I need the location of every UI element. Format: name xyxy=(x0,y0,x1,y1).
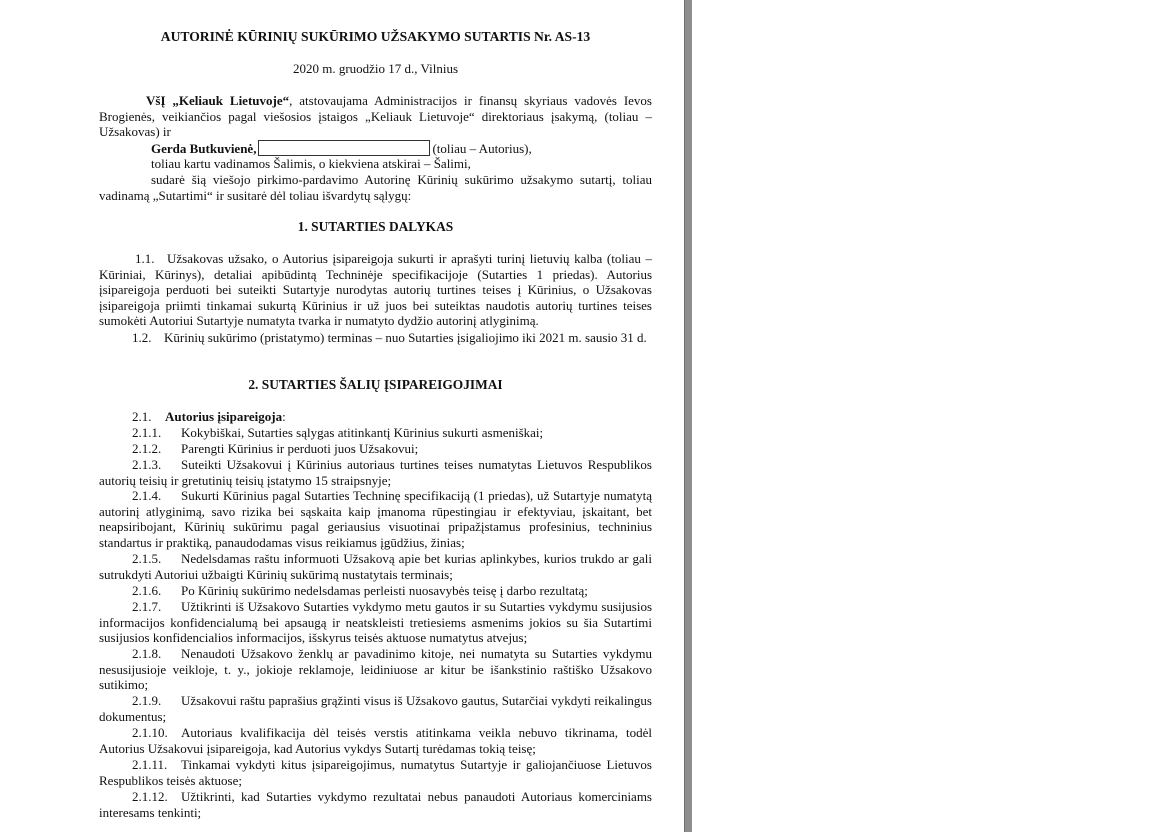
clause-2-1-6 xyxy=(99,583,652,599)
clause-number: 2.1.4. xyxy=(132,488,162,503)
document-title: AUTORINĖ KŪRINIŲ SUKŪRIMO UŽSAKYMO SUTARTIS Nr. AS-13 xyxy=(160,29,591,44)
clause-2-1-4 xyxy=(99,488,652,550)
page-edge-shadow xyxy=(684,0,692,832)
clause-2-1-5 xyxy=(99,551,652,582)
clause-2-1-8 xyxy=(99,646,652,693)
clause-text: Užsakovas užsako, o Autorius įsipareigoja sukurti ir aprašyti turinį lietuvių kalba (toliau – Kūriniai, Kūrinys), detaliai apibūdintą Techninėje specifikacijoje (Sutarties 1 priedas). Autorius įsipareigoja perduoti bei suteikti Sutartyje nurodytas autorių turtines teises į Kūrinius, o Užsakovas įsipareigoja priimti tinkamai sukurtą Kūrinius ir už juos bei suteiktas naudotis autorių turtines teises sumokėti Autoriui Sutartyje numatyta tvarka ir numatyto dydžio autorinį atlyginimą. xyxy=(99,251,652,329)
clause-number: 2.1. xyxy=(132,409,152,424)
clause-text: Po Kūrinių sukūrimo nedelsdamas perleisti nuosavybės teisę į darbo rezultatą; xyxy=(181,583,588,598)
clause-text: Nedelsdamas raštu informuoti Užsakovą apie bet kurias aplinkybes, kurios trukdo ar gali sutrukdyti Autoriui užbaigti Kūrinių sukūrimą nustatytais terminais; xyxy=(99,551,652,582)
clause-2-1-2 xyxy=(99,441,652,457)
clause-number: 2.1.1. xyxy=(132,425,162,440)
clause-colon: : xyxy=(282,409,286,424)
clause-number: 1.2. xyxy=(132,330,152,345)
clause-text: Suteikti Užsakovui į Kūrinius autoriaus turtines teises numatytas Lietuvos Respublikos autorių teisių ir gretutinių teisių įstatymo 15 straipsnyje; xyxy=(99,457,652,488)
author-suffix: (toliau – Autorius), xyxy=(432,141,532,156)
clause-1-2 xyxy=(99,330,652,346)
clause-number: 2.1.11. xyxy=(132,757,168,772)
clause-2-1 xyxy=(99,409,652,425)
clause-number: 2.1.6. xyxy=(132,583,162,598)
clause-2-1-7 xyxy=(99,599,652,646)
parties-text: toliau kartu vadinamos Šalimis, o kiekviena atskirai – Šalimi, xyxy=(151,156,471,171)
section-2-heading: 2. SUTARTIES ŠALIŲ ĮSIPAREIGOJIMAI xyxy=(248,377,503,392)
document-date-place: 2020 m. gruodžio 17 d., Vilnius xyxy=(292,61,459,76)
empty-viewer-area xyxy=(692,0,1152,832)
clause-number: 1.1. xyxy=(135,251,155,266)
clause-number: 2.1.10. xyxy=(132,725,168,740)
customer-description: , atstovaujama Administracijos ir finansų skyriaus vadovės Ievos Brogienės, veikiančios pagal viešosios įstaigos „Keliauk Lietuvoje“ direktoriaus įsakymą, (toliau – Užsakovas) ir xyxy=(99,93,652,140)
clause-number: 2.1.3. xyxy=(132,457,162,472)
clause-2-1-3 xyxy=(99,457,652,488)
clause-text: Užsakovui raštu paprašius grąžinti visus iš Užsakovo gautus, Sutarčiai vykdyti reikalingus dokumentus; xyxy=(99,693,652,724)
clause-text: Kokybiškai, Sutarties sąlygas atitinkantį Kūrinius sukurti asmeniškai; xyxy=(181,425,544,440)
clause-text: Parengti Kūrinius ir perduoti juos Užsakovui; xyxy=(181,441,419,456)
author-name: Gerda Butkuvienė, xyxy=(151,141,257,156)
concluded-text: sudarė šią viešojo pirkimo-pardavimo Autorinę Kūrinių sukūrimo užsakymo sutartį, toliau vadinamą „Sutartimi“ ir susitarė dėl toliau išvardytų sąlygų: xyxy=(99,172,652,203)
clause-text: Užtikrinti, kad Sutarties vykdymo rezultatai nebus panaudoti Autoriaus komerciniams interesams tenkinti; xyxy=(99,789,652,820)
clause-2-1-9 xyxy=(99,693,652,724)
parties-line xyxy=(99,156,652,172)
author-blank-field xyxy=(258,140,430,156)
clause-number: 2.1.5. xyxy=(132,551,162,566)
customer-name: VšĮ „Keliauk Lietuvoje“ xyxy=(146,93,290,108)
preamble-paragraph xyxy=(99,93,652,140)
clause-text: Tinkamai vykdyti kitus įsipareigojimus, numatytus Sutartyje ir galiojančiuose Lietuvos Respublikos teisės aktuose; xyxy=(99,757,652,788)
clause-text: Užtikrinti iš Užsakovo Sutarties vykdymo metu gautos ir su Sutarties vykdymu susijusios informacijos konfidencialumą bei apsaugą ir neatskleisti tretiesiems asmenims jokios su šia Sutartimi susijusios konfidencialios informacijos, išskyrus teisės aktuose numatytus atvejus; xyxy=(99,599,652,646)
concluded-paragraph xyxy=(99,172,652,203)
author-line xyxy=(99,140,652,157)
clause-2-1-11 xyxy=(99,757,652,788)
clause-number: 2.1.2. xyxy=(132,441,162,456)
clause-2-1-1 xyxy=(99,425,652,441)
clause-2-1-10 xyxy=(99,725,652,756)
clause-number: 2.1.7. xyxy=(132,599,162,614)
clause-text: Kūrinių sukūrimo (pristatymo) terminas – nuo Sutarties įsigaliojimo iki 2021 m. sausio 31 d. xyxy=(164,330,647,345)
section-1-heading: 1. SUTARTIES DALYKAS xyxy=(297,219,454,234)
clause-2-1-12 xyxy=(99,789,652,820)
clause-1-1 xyxy=(99,251,652,329)
clause-number: 2.1.9. xyxy=(132,693,162,708)
clause-number: 2.1.8. xyxy=(132,646,162,661)
clause-text: Sukurti Kūrinius pagal Sutarties Techninę specifikaciją (1 priedas), už Sutartyje numatytą autorinį atlyginimą, savo rizika bei sąskaita kaip įmanoma rūpestingiau ir efektyviau, įskaitant, bet neapsiribojant, Kūrinių sukūrimu pagal geriausius visuotinai pripažįstamus profesinius, techninius standartus ir praktiką, panaudodamas visus reikiamus įgūdžius, žinias; xyxy=(99,488,652,550)
clause-number: 2.1.12. xyxy=(132,789,168,804)
clause-text: Nenaudoti Užsakovo ženklų ar pavadinimo kitoje, nei numatyta su Sutarties vykdymu nesusijusioje veikloje, t. y., jokioje reklamoje, leidiniuose ar kitur be išankstinio raštiško Užsakovo sutikimo; xyxy=(99,646,652,693)
clause-text: Autoriaus kvalifikacija dėl teisės verstis atitinkama veikla nebuvo tikrinama, todėl Autorius Užsakovui įsipareigoja, kad Autorius vykdys Sutartį turėdamas tokią teisę; xyxy=(99,725,652,756)
clause-subtitle: Autorius įsipareigoja xyxy=(165,409,283,424)
